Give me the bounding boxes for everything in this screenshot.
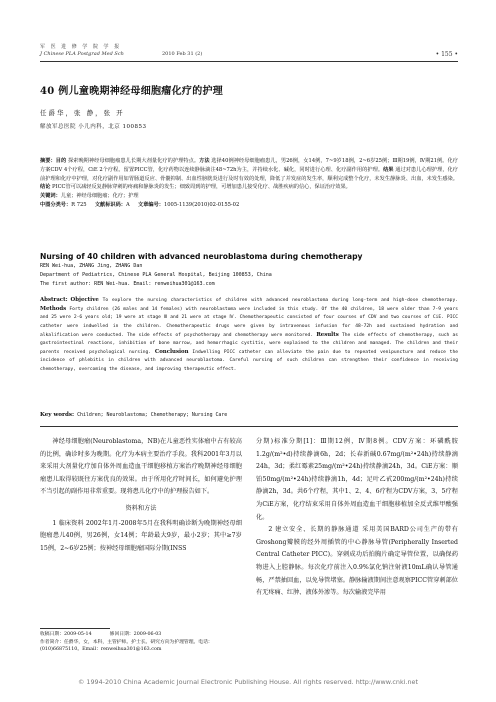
conclusion-text: PICC管可以减轻反复静脉穿刺的疼痛和静脉炎的发生；细致周到的护理，可增加患儿接受化疗、战胜疾病的信心，保证治疗效果。 (52, 184, 351, 191)
received-label: 收稿日期： (40, 632, 64, 637)
results-text: 通过对患儿心理护理，化疗前护理和化疗中护理，对化疗副作用如胃肠道反应、骨髓抑制、出血性膀胱炎进行及时有效的处理，降低了并发症的发生率，顺利完成整个化疗，未发生静脉炎、出血，未发生感染。 (40, 166, 458, 182)
en-methods-text: Forty children (26 males and 14 females) with neuroblastoma were included in this study. Of the 40 children, 18 were older than 7-9 years and 25 were 2-6 years old; 19 were at stage Ⅲ and 21 were at stage Ⅳ. Chemotherapeutic consisted of four courses of CDV and two courses of CiE. PICC catheter were indwelled in the children. Chemotherapeutic drugs were given by intravenous infusion for 48-72h and sustained hydration and alkalification were conducted. The side effects of psychotherapy and chemotherapy were monitored. (40, 307, 458, 338)
english-affiliation: Department of Pediatrics, Chinese PLA General Hospital, Beijing 100853, China (40, 272, 272, 278)
issue-date: 2010 Feb 31 (2) (162, 51, 203, 57)
methods-text: 选择40例神经母细胞瘤患儿，男26例，女14例，7~9岁18例，2~6岁25例；Ⅲ期19例，Ⅳ期21例。化疗方案CDV 4个疗程，CiE 2个疗程。留置PICC管，化疗药物以连续静脉滴注48~72h为主，并持续水化、碱化，同时进行心理、化疗副作用的护理。 (40, 158, 458, 173)
journal-name-en: J Chinese PLA Postgrad Med Sch (40, 51, 124, 57)
objective-label: 目的 (55, 158, 67, 164)
section-heading: 资料和方法 (125, 504, 157, 512)
journal-name-cn: 军 医 进 修 学 院 学 报 (40, 44, 122, 50)
en-results-label: Results (316, 331, 339, 338)
article-title: 40 例儿童晚期神经母细胞瘤化疗的护理 (40, 86, 224, 97)
revised-date: 2009-06-03 (133, 632, 162, 637)
methods-label: 方法 (199, 158, 210, 164)
clinical-data-paragraph: 1 临床资料 2002年1月-2008年5月在我科明确诊断为晚期神经母细胞瘤患儿40例，男26例，女14例；年龄最大9岁，最小2岁；其中≥7岁15例，2~6岁25例；按神经母细胞瘤国际分期(INSS (40, 519, 242, 552)
english-title: Nursing of 40 children with advanced neuroblastoma during chemotherapy (40, 252, 363, 261)
doc-code: A (126, 201, 130, 208)
copyright-notice: © 1994-2010 China Academic Journal Electronic Publishing House. All rights reserved. http://www.cnki.net (78, 678, 418, 686)
objective-text: 探索晚期神经母细胞瘤患儿长期大剂量化疗的护理特点。 (67, 158, 200, 164)
footnote-rule (40, 628, 110, 629)
classification-line (40, 201, 458, 210)
keywords-label: 关键词： (40, 193, 61, 200)
footnote (40, 631, 242, 654)
article-number-label: 文章编号： (138, 201, 164, 208)
venous-access-paragraph: 2 建立安全、长期的静脉通道 采用美国BARD公司生产的带有Groshong瓣膜的经外周插管的中心静脉导管(Peripherally Inserted Central Catheter PICC)。穿刺成功后拍胸片确定导管位置，以确保药物进入上腔静脉。每次化疗前注入0.9%氯化钠注射液10mL确认导管通畅，严禁抽回血，以免导管堵塞。静脉输液期间注意观察PICC管穿刺部位有无疼痛、红肿、液体外渗等。每次输液完毕用 (256, 526, 458, 597)
en-methods-label: Methods (40, 306, 67, 313)
article-authors: 任爵华，张 静，张 开 (40, 109, 125, 117)
article-affiliation: 解放军总医院 小儿内科，北京 100853 (40, 124, 147, 130)
article-number: 1005-1139(2010)02-0155-02 (163, 201, 240, 208)
english-authors: REN Wei-hua, ZHANG Jing, ZHANG Dan (40, 263, 143, 269)
footnote-dates (40, 631, 242, 639)
running-header (40, 44, 458, 58)
en-conclusion-text: Indwelling PICC catheter can alleviate the pain due to repeated venipuncture and reduce the incidence of phlebitis in children with advanced neuroblastoma. Careful nursing of such children can strengthen their confidence in receiving chemotherapy, overcoming the disease, and improving therapeutic effect. (40, 350, 458, 372)
class-number: R 725 (71, 201, 87, 208)
abstract-label: 摘要： (40, 158, 56, 164)
en-objective-label: Abstract: Objective (40, 297, 99, 303)
doc-code-label: 文献标识码： (94, 201, 126, 208)
section-rule (40, 426, 458, 427)
received-date: 2009-05-14 (64, 632, 92, 637)
english-keywords (40, 412, 458, 418)
conclusion-label: 结论 (40, 184, 51, 191)
en-results-text: The side effects of chemotherapy, such as gastrointestinal reactions, inhibition of bone marrow, and hemorrhagic cystitis, were explained to the children and managed. The children and their parents received psychological nursing. (40, 332, 458, 356)
english-contact: The first author: REN Wei-hua. Email: renweihua301@163.com (40, 281, 215, 287)
results-label: 结果 (383, 166, 394, 173)
en-objective-text: To explore the nursing characteristics of children with advanced neuroblastoma during long-term and high-dose chemotherapy. (102, 298, 458, 303)
abstract-en (40, 296, 458, 374)
left-column (40, 436, 242, 555)
page-number: • 155 • (435, 51, 458, 58)
author-info: 作者简介：任爵华，女，本科，主管护师。护士长。研究方向为护理管理。电话：(010)66875110。Email：renweihua301@163.com (40, 639, 213, 653)
header-rule (40, 61, 458, 62)
keywords-text: 儿童；神经母细胞瘤；化疗；护理 (60, 193, 139, 200)
abstract-cn (40, 157, 458, 210)
en-keywords-text: Children; Neuroblastoma; Chemotherapy; Nursing Care (77, 412, 228, 418)
revised-label: 修回日期： (109, 632, 134, 637)
keywords-cn (40, 192, 458, 201)
intro-paragraph: 神经母细胞瘤(Neuroblastoma，NB)在儿童恶性实体瘤中占有较高的比例，确诊时多为晚期。化疗为本病主要治疗手段。我科2001年3月以来采用大剂量化疗加自体外周血造血干细胞移植方案治疗晚期神经母细胞瘤患儿取得较既往方案优良的效果。由于所用化疗时间长，如何避免护理不当引起的副作用非常重要。现将患儿化疗中的护理报告如下。 (40, 438, 242, 496)
en-keywords-label: Key words: (40, 412, 75, 418)
regimen-paragraph: 分期)标准分期[1]：Ⅲ期12例，Ⅳ期8例。CDV方案：环磷酰胺1.2g/(m²•d)持续静滴6h，2d；长春新碱0.67mg/(m²•24h)持续静滴24h，3d；柔红霉素25mg/(m²•24h)持续静滴24h，3d。CiE方案：顺铂50mg/(m²•24h)持续静滴1h，4d；足叶乙甙200mg/(m²•24h)持续静滴2h，3d。共6个疗程，其中1、2、4、6疗程为CDV方案，3、5疗程为CiE方案，化疗结束采用自体外周血造血干细胞移植加全反式维甲酸强化。 (256, 438, 458, 521)
en-conclusion-label: Conclusion (154, 349, 189, 356)
right-column (256, 436, 458, 600)
class-label: 中图分类号： (40, 201, 72, 208)
